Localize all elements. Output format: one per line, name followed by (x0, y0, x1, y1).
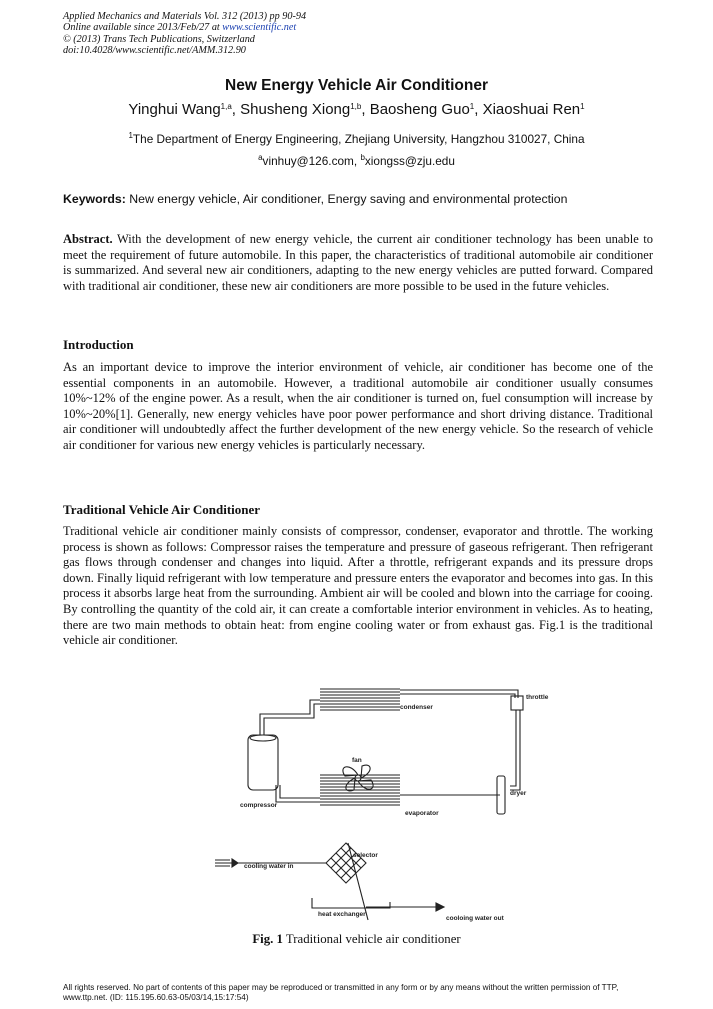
affiliation-text: The Department of Energy Engineering, Zhejiang University, Hangzhou 310027, China (132, 132, 585, 146)
author-name: Baosheng Guo (369, 101, 470, 118)
label-evaporator: evaporator (405, 810, 439, 817)
label-selector: selector (353, 852, 378, 859)
label-throttle: throttle (526, 694, 549, 701)
label-heat-exchanger: heat exchanger (318, 911, 366, 918)
email-b: xiongss@zju.edu (364, 154, 455, 168)
author-sup: 1 (469, 102, 475, 111)
journal-line: Applied Mechanics and Materials Vol. 312 (2013) pp 90-94 (63, 11, 307, 22)
condenser-coil (320, 689, 400, 710)
paper-title: New Energy Vehicle Air Conditioner (225, 77, 488, 94)
author-name: Xiaoshuai Ren (482, 101, 581, 118)
traditional-body: Traditional vehicle air conditioner mainly consists of compressor, condenser, evaporator and throttle. The working process is shown as follows: Compressor raises the temperature and pressure of gaseous refrigerant. Then refrigerant gas flows through condenser and changes into liquid. After a throttle, refrigerant expands and its pressure drops down. Finally liquid refrigerant with low temperature and pressure enters the evaporator and becomes into gas. In this process it absorbs large heat from the surrounding. Ambient air will be cooled and blown into the carriage for cooing. By controlling the quantity of the cold air, it can create a comfortable interior environment in vehicles. As to heating, there are two main methods to obtain heat: from engine cooling water or from exhaust gas. Fig.1 is the traditional vehicle air conditioner. (63, 524, 653, 648)
label-cooling-in: cooling water in (244, 863, 294, 870)
keywords-text: New energy vehicle, Air conditioner, Energy saving and environmental protection (125, 192, 568, 206)
label-condenser: condenser (400, 704, 433, 711)
figure-1-diagram (200, 680, 570, 930)
label-dryer: dryer (510, 790, 527, 797)
label-cooling-out: cooloing water out (446, 915, 504, 922)
doi-line: doi:10.4028/www.scientific.net/AMM.312.90 (63, 45, 246, 57)
affiliation-sup: 1 (128, 131, 133, 140)
author-emails (0, 154, 713, 168)
author-sup: 1,b (350, 102, 362, 111)
label-compressor: compressor (240, 802, 278, 809)
compressor-body (248, 735, 278, 790)
section-heading-introduction: Introduction (63, 337, 134, 352)
copyright-footer (63, 983, 673, 1003)
author-sup: 1 (580, 102, 585, 111)
figure-1-caption (0, 932, 713, 947)
author-sup: 1,a (220, 102, 232, 111)
heat-exchanger-icon (326, 843, 366, 883)
footer-line-1: All rights reserved. No part of contents of this paper may be reproduced or transmitted in any form or by any means without the written permission of TTP, (63, 983, 619, 992)
footer-line-2: www.ttp.net. (ID: 115.195.60.63-05/03/14,15:17:54) (63, 992, 249, 1002)
introduction-body: As an important device to improve the interior environment of vehicle, air conditioner has become one of the essential components in an automobile. However, a traditional automobile air conditioner usually consumes 10%~12% of the engine power. As a result, when the air conditioner is turned on, fuel consumption will increase by 10%~20%[1]. Generally, new energy vehicles have poor power performance and short driving distance. Traditional air conditioner will undoubtedly affect the further development of the new energy vehicle. So the research of vehicle air conditioner for various new energy vehicles is particularly necessary. (63, 360, 653, 452)
journal-header (63, 11, 463, 57)
abstract (63, 232, 653, 294)
author-list: Yinghui Wang$^{1,a}$, Shusheng Xiong$^{1,b}$, Baosheng Guo$^1$, Xiaoshuai Ren$^1$ (128, 101, 585, 118)
keywords-label: Keywords: (63, 192, 126, 206)
email-b-sup: b (360, 153, 365, 162)
author-name: Shusheng Xiong (240, 101, 351, 118)
email-a: vinhuy@126.com, (262, 154, 361, 168)
affiliation (0, 132, 713, 146)
abstract-text: With the development of new energy vehicle, the current air conditioner technology has been unable to meet the requirement of future automobile. In this paper, the characteristics of traditional automobile air conditioner is summarized. And several new air conditioners, adapting to the new energy vehicles are putted forward. Compared with traditional air conditioner, these new air conditioners are more possible to be used in the future vehicles. (63, 232, 653, 293)
copyright-line: © (2013) Trans Tech Publications, Switzerland (63, 33, 255, 45)
online-prefix: Online available since 2013/Feb/27 at (63, 22, 223, 34)
caption-label: Fig. 1 (252, 932, 283, 946)
email-a-sup: a (258, 153, 263, 162)
keywords (63, 192, 663, 206)
author-name: Yinghui Wang (128, 101, 221, 118)
abstract-label: Abstract. (63, 232, 113, 246)
section-heading-traditional: Traditional Vehicle Air Conditioner (63, 502, 261, 517)
caption-text: Traditional vehicle air conditioner (282, 932, 461, 946)
throttle-valve (511, 696, 523, 710)
online-line (63, 22, 463, 33)
label-fan: fan (352, 757, 362, 764)
publisher-link[interactable]: www.scientific.net (222, 22, 297, 34)
